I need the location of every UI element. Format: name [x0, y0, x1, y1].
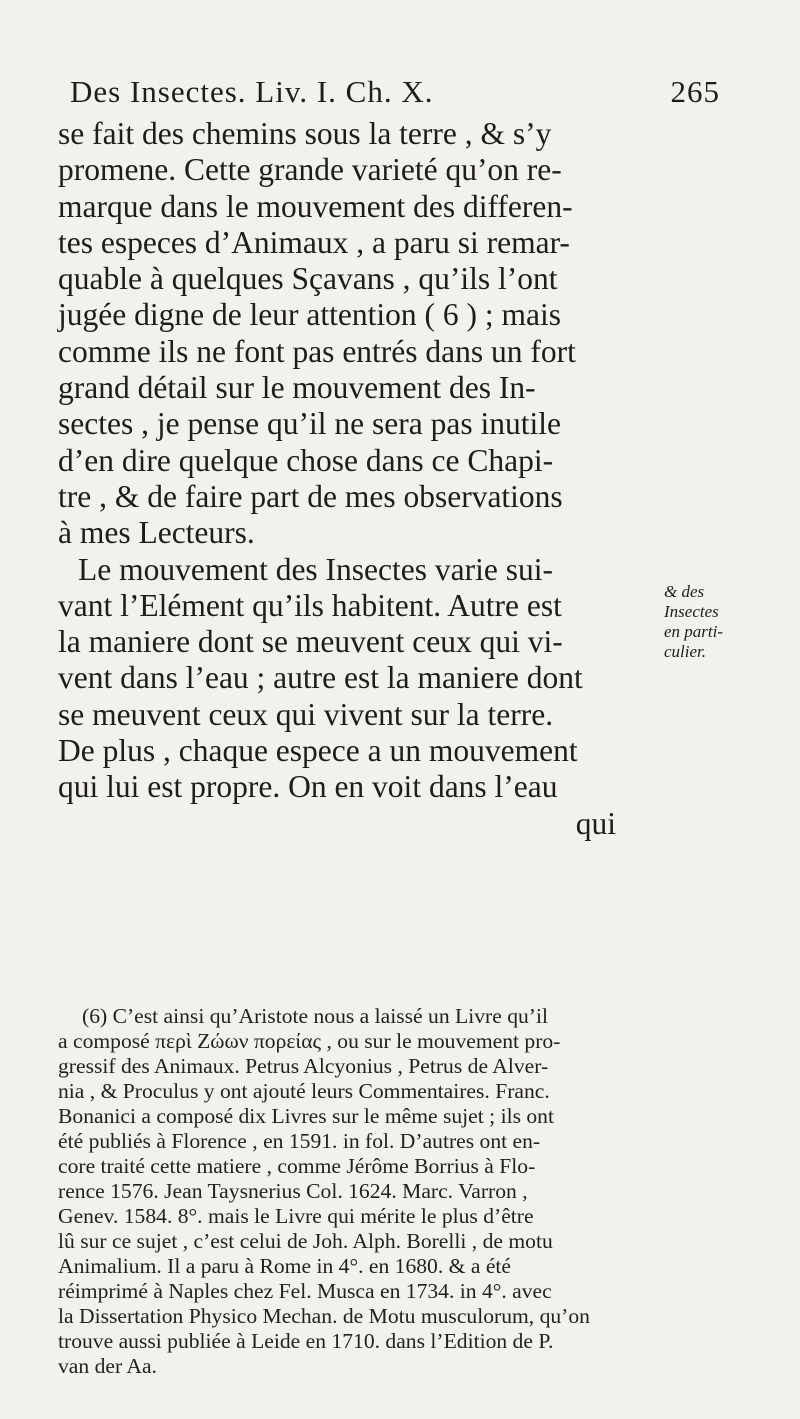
margin-note-line: en parti- — [664, 622, 724, 641]
footnote — [58, 1004, 666, 1379]
text-line: vent dans l’eau ; autre est la maniere dont — [58, 660, 583, 696]
footnote-line: Animalium. Il a paru à Rome in 4°. en 1680. & a été — [58, 1254, 511, 1278]
footnote-line: lû sur ce sujet , c’est celui de Joh. Alph. Borelli , de motu — [58, 1229, 553, 1253]
text-line: se fait des chemins sous la terre , & s’y — [58, 116, 552, 151]
main-text — [58, 116, 638, 842]
footnote-line: van der Aa. — [58, 1354, 157, 1378]
text-line: grand détail sur le mouvement des In- — [58, 370, 536, 406]
page-number: 265 — [670, 74, 720, 109]
footnote-line: core traité cette matiere , comme Jérôme Borrius à Flo- — [58, 1154, 536, 1178]
text-line: De plus , chaque espece a un mouvement — [58, 733, 578, 769]
text-line: tre , & de faire part de mes observations — [58, 478, 563, 514]
running-head — [70, 74, 730, 114]
footnote-line: a composé περὶ Ζώων πορείας , ou sur le mouvement pro- — [58, 1029, 561, 1053]
text-line: tes especes d’Animaux , a paru si remar- — [58, 224, 570, 260]
footnote-line: Bonanici a composé dix Livres sur le même sujet ; ils ont — [58, 1104, 554, 1128]
text-line: d’en dire quelque chose dans ce Chapi- — [58, 442, 554, 478]
paragraph-start-line: Le mouvement des Insectes varie sui- — [78, 551, 553, 587]
text-line: la maniere dont se meuvent ceux qui vi- — [58, 624, 563, 660]
footnote-line: réimprimé à Naples chez Fel. Musca en 1734. in 4°. avec — [58, 1279, 552, 1303]
footnote-line: (6) C’est ainsi qu’Aristote nous a laissé un Livre qu’il — [82, 1004, 548, 1028]
footnote-line: trouve aussi publiée à Leide en 1710. dans l’Edition de P. — [58, 1329, 554, 1353]
footnote-line: Genev. 1584. 8°. mais le Livre qui mérite le plus d’être — [58, 1204, 534, 1228]
footnote-line: été publiés à Florence , en 1591. in fol. D’autres ont en- — [58, 1129, 541, 1153]
catchword: qui — [575, 805, 616, 841]
text-line: à mes Lecteurs. — [58, 515, 255, 551]
text-line: marque dans le mouvement des differen- — [58, 188, 573, 224]
footnote-line: nia , & Proculus y ont ajouté leurs Commentaires. Franc. — [58, 1079, 550, 1103]
running-head-title: Des Insectes. Liv. I. Ch. X. — [70, 74, 434, 109]
margin-note-line: & des — [664, 582, 705, 601]
margin-note-line: Insectes — [664, 602, 719, 621]
text-line: vant l’Elément qu’ils habitent. Autre est — [58, 587, 562, 623]
text-line: sectes , je pense qu’il ne sera pas inutile — [58, 406, 561, 442]
text-line: se meuvent ceux qui vivent sur la terre. — [58, 696, 554, 732]
text-line: qui lui est propre. On en voit dans l’eau — [58, 769, 558, 805]
text-line: quable à quelques Sçavans , qu’ils l’ont — [58, 261, 558, 297]
text-line: promene. Cette grande varieté qu’on re- — [58, 152, 562, 188]
text-line: comme ils ne font pas entrés dans un fort — [58, 333, 576, 369]
footnote-line: rence 1576. Jean Taysnerius Col. 1624. Marc. Varron , — [58, 1179, 528, 1203]
margin-note — [664, 582, 784, 662]
text-line: jugée digne de leur attention ( 6 ) ; mais — [58, 297, 561, 333]
margin-note-line: culier. — [664, 642, 707, 661]
footnote-line: la Dissertation Physico Mechan. de Motu musculorum, qu’on — [58, 1304, 590, 1328]
footnote-line: gressif des Animaux. Petrus Alcyonius , Petrus de Alver- — [58, 1054, 549, 1078]
